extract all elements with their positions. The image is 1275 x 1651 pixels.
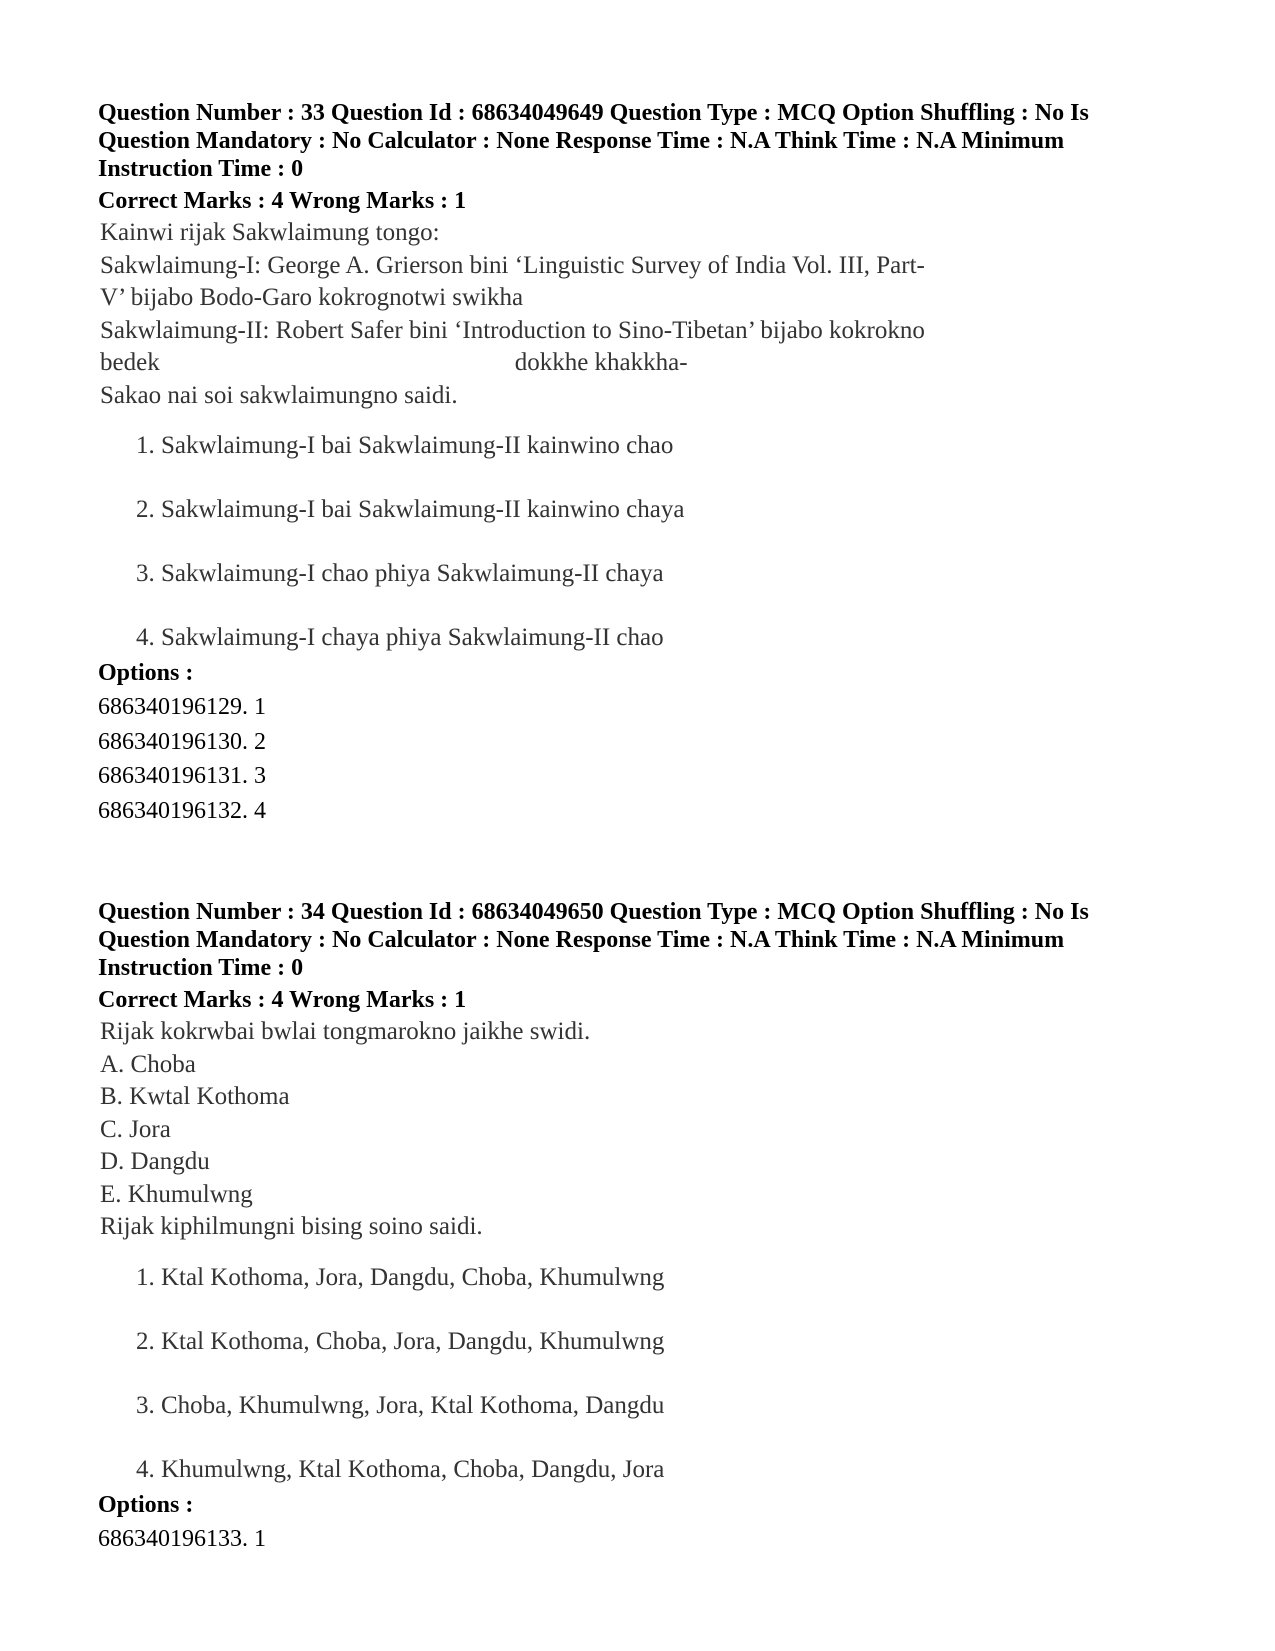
answer-choice: 4. Khumulwng, Ktal Kothoma, Choba, Dangdu, Jora xyxy=(136,1455,665,1483)
option-id-item: 686340196132. 4 xyxy=(98,797,266,824)
stem-line: Sakwlaimung-II: Robert Safer bini ‘Introduction to Sino-Tibetan’ bijabo kokrokno xyxy=(100,316,925,344)
option-id-list xyxy=(98,690,1198,828)
question-marks: Correct Marks : 4 Wrong Marks : 1 xyxy=(98,987,467,1013)
stem-line: Rijak kokrwbai bwlai tongmarokno jaikhe swidi. xyxy=(100,1018,591,1045)
answer-choice: 4. Sakwlaimung-I chaya phiya Sakwlaimung-II chao xyxy=(136,624,664,651)
answer-choice: 1. Sakwlaimung-I bai Sakwlaimung-II kainwino chao xyxy=(136,432,674,459)
option-id-list xyxy=(98,1522,1198,1557)
question-meta: Question Number : 34 Question Id : 68634049650 Question Type : MCQ Option Shuffling : No Is Question Mandatory : No Calculator : None Response Time : N.A Think Time : N.A Minimum Instruction Time : 0 xyxy=(98,899,1089,981)
option-id-item: 686340196130. 2 xyxy=(98,728,266,755)
stem-line: B. Kwtal Kothoma xyxy=(100,1083,290,1110)
question-marks: Correct Marks : 4 Wrong Marks : 1 xyxy=(98,188,467,214)
option-id-item: 686340196133. 1 xyxy=(98,1525,266,1552)
question-block-34 xyxy=(98,898,1198,1556)
stem-split-right: dokkhe khakkha- xyxy=(514,349,688,376)
question-meta: Question Number : 33 Question Id : 68634049649 Question Type : MCQ Option Shuffling : No Is Question Mandatory : No Calculator : None Response Time : N.A Think Time : N.A Minimum Instruction Time : 0 xyxy=(98,100,1089,182)
option-id-item: 686340196129. 1 xyxy=(98,694,266,720)
question-block-33 xyxy=(98,99,1198,828)
answer-choice: 1. Ktal Kothoma, Jora, Dangdu, Choba, Khumulwng xyxy=(136,1263,665,1291)
stem-line: C. Jora xyxy=(100,1115,171,1143)
stem-line: E. Khumulwng xyxy=(100,1180,253,1208)
stem-line-split xyxy=(100,347,1198,380)
answer-choices xyxy=(136,430,1198,654)
options-heading: Options : xyxy=(98,660,194,686)
option-id-item: 686340196131. 3 xyxy=(98,763,266,789)
answer-choice: 3. Choba, Khumulwng, Jora, Ktal Kothoma, Dangdu xyxy=(136,1391,665,1419)
question-stem xyxy=(100,217,1198,412)
answer-choice: 2. Sakwlaimung-I bai Sakwlaimung-II kainwino chaya xyxy=(136,496,685,523)
answer-choice: 3. Sakwlaimung-I chao phiya Sakwlaimung-II chaya xyxy=(136,560,664,587)
stem-line: A. Choba xyxy=(100,1050,196,1078)
question-stem xyxy=(100,1016,1198,1244)
stem-line: Kainwi rijak Sakwlaimung tongo: xyxy=(100,219,440,246)
stem-line: Rijak kiphilmungni bising soino saidi. xyxy=(100,1213,483,1240)
stem-line: V’ bijabo Bodo-Garo kokrognotwi swikha xyxy=(100,284,524,311)
options-heading: Options : xyxy=(98,1491,194,1518)
stem-line: Sakao nai soi sakwlaimungno saidi. xyxy=(100,381,458,409)
stem-line: Sakwlaimung-I: George A. Grierson bini ‘Linguistic Survey of India Vol. III, Part- xyxy=(100,251,925,279)
answer-choice: 2. Ktal Kothoma, Choba, Jora, Dangdu, Khumulwng xyxy=(136,1327,665,1355)
stem-split-left: bedek xyxy=(100,349,160,376)
stem-line: D. Dangdu xyxy=(100,1148,210,1175)
answer-choices xyxy=(136,1262,1198,1486)
